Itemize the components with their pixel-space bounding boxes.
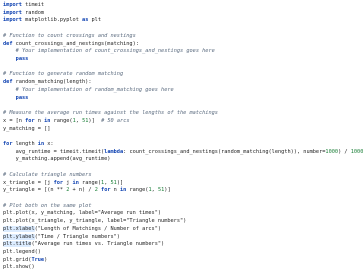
code-keyword: def: [3, 40, 13, 47]
code-line[interactable]: [3, 64, 363, 72]
code-line[interactable]: [3, 17, 363, 25]
code-token: : count_crossings_and_nestings(random_matching(length)), number=: [123, 148, 326, 155]
code-comment: # Function to count crossings and nestings: [3, 32, 136, 39]
code-line[interactable]: [3, 164, 363, 172]
code-line[interactable]: [3, 218, 363, 226]
code-keyword: for: [25, 117, 35, 124]
code-keyword: as: [82, 17, 89, 24]
code-token: range(: [126, 187, 149, 194]
code-token: ) /: [338, 148, 351, 155]
code-token: plt.grid(: [3, 256, 32, 263]
code-token: matplotlib.pyplot: [21, 17, 83, 24]
code-token: range(: [50, 117, 73, 124]
code-comment: # Calculate triangle numbers: [3, 171, 92, 178]
code-keyword: True: [31, 256, 45, 263]
code-token: ,: [104, 179, 111, 186]
code-keyword: for: [3, 140, 13, 147]
code-keyword: in: [37, 140, 45, 147]
code-line[interactable]: [3, 226, 363, 234]
code-line[interactable]: [3, 126, 363, 134]
code-keyword: import: [3, 9, 22, 16]
code-token: 2: [66, 187, 70, 194]
code-token: 1000: [325, 148, 339, 155]
code-token: 51: [82, 117, 89, 124]
code-token: 2: [94, 187, 98, 194]
code-line[interactable]: [3, 133, 363, 141]
code-token: [3, 87, 16, 93]
code-line[interactable]: [3, 210, 363, 218]
code-token: avg_runtime = timeit.timeit(: [3, 148, 105, 155]
code-comment: # Plot both on the same plot: [3, 202, 92, 209]
code-line[interactable]: [3, 203, 363, 211]
code-token: length: [12, 140, 38, 147]
code-line[interactable]: [3, 48, 363, 56]
code-keyword: import: [3, 17, 22, 24]
code-token: plt.legend(): [3, 249, 41, 255]
code-keyword: lambda: [104, 148, 124, 155]
code-token: random: [21, 9, 45, 16]
code-token: timeit: [21, 2, 45, 8]
code-keyword: def: [3, 79, 13, 86]
code-line[interactable]: [3, 87, 363, 95]
code-token: ("Length of Matchings / Number of arcs"): [34, 225, 162, 232]
code-token: ("Average run times vs. Triangle numbers"): [31, 241, 165, 248]
code-token: [3, 48, 16, 54]
code-token: 1: [101, 179, 105, 186]
code-token: plt.title: [3, 241, 32, 248]
code-line[interactable]: [3, 149, 363, 157]
code-token: ): [44, 256, 48, 263]
code-line[interactable]: [3, 33, 363, 41]
code-token: )]: [164, 187, 171, 194]
code-token: y_matching = []: [3, 125, 51, 132]
code-line[interactable]: [3, 241, 363, 249]
code-token: 51: [110, 179, 117, 186]
code-line[interactable]: [3, 172, 363, 180]
code-token: plt.plot(x, y_matching, label="Average run times"): [3, 210, 162, 217]
code-token: [3, 95, 16, 101]
code-keyword: for: [53, 179, 64, 186]
code-line[interactable]: [3, 2, 363, 10]
code-keyword: in: [120, 187, 127, 194]
code-line[interactable]: [3, 249, 363, 257]
code-keyword: for: [101, 187, 111, 194]
code-token: ,: [151, 187, 158, 194]
code-token: )]: [116, 179, 124, 186]
code-keyword: pass: [15, 94, 29, 101]
code-comment: # Measure the average run times against the lengths of the matchings: [3, 110, 218, 117]
code-token: x = [n: [3, 117, 26, 124]
code-token: plt.xlabel: [3, 225, 35, 232]
code-token: plt.ylabel: [3, 233, 35, 240]
code-line[interactable]: [3, 187, 363, 195]
code-comment: # Your implementation of count_crossings_and_nestings goes here: [15, 48, 215, 55]
code-line[interactable]: [3, 71, 363, 79]
code-line[interactable]: [3, 257, 363, 265]
code-keyword: pass: [15, 56, 29, 63]
code-line[interactable]: [3, 195, 363, 203]
code-token: 1: [72, 117, 76, 124]
code-line[interactable]: [3, 25, 363, 33]
code-token: y_triangle = [(n **: [3, 187, 67, 194]
code-line[interactable]: [3, 264, 363, 272]
code-token: 1000: [350, 148, 363, 155]
code-line[interactable]: [3, 180, 363, 188]
code-line[interactable]: [3, 110, 363, 118]
code-line[interactable]: [3, 156, 363, 164]
code-token: range(: [78, 179, 102, 186]
code-token: n: [110, 187, 120, 194]
code-token: j: [63, 179, 73, 186]
code-token: y_matching.append(avg_runtime): [3, 156, 111, 163]
code-comment: # 50 arcs: [101, 117, 130, 124]
code-line[interactable]: [3, 118, 363, 126]
code-keyword: import: [3, 2, 22, 8]
code-line[interactable]: [3, 141, 363, 149]
code-line[interactable]: [3, 102, 363, 110]
code-line[interactable]: [3, 41, 363, 49]
code-comment: # Your implementation of random_matching goes here: [15, 86, 174, 93]
code-token: ,: [75, 117, 83, 124]
code-line[interactable]: [3, 56, 363, 64]
code-token: x_triangle = [j: [3, 179, 54, 186]
code-comment: # Function to generate random matching: [3, 71, 124, 78]
code-token: 51: [157, 187, 165, 194]
code-token: 1: [148, 187, 152, 194]
code-token: ("Time / Triangle numbers"): [34, 233, 120, 240]
code-line[interactable]: [3, 95, 363, 103]
code-block[interactable]: [3, 2, 363, 272]
code-line[interactable]: [3, 79, 363, 87]
code-line[interactable]: [3, 10, 363, 18]
code-token: plt.show(): [3, 264, 35, 271]
code-line[interactable]: [3, 234, 363, 242]
code-token: x:: [44, 140, 54, 147]
code-token: plt.plot(x_triangle, y_triangle, label="Triangle numbers"): [3, 218, 187, 225]
code-token: plt: [88, 17, 102, 24]
code-token: count_crossings_and_nestings(matching):: [12, 40, 139, 47]
code-token: random_matching(length):: [12, 79, 92, 86]
code-keyword: in: [44, 117, 51, 124]
code-token: + n) /: [69, 187, 95, 194]
code-keyword: in: [72, 179, 79, 186]
code-token: )]: [88, 117, 102, 124]
code-token: [3, 56, 16, 62]
code-token: n: [34, 117, 45, 124]
